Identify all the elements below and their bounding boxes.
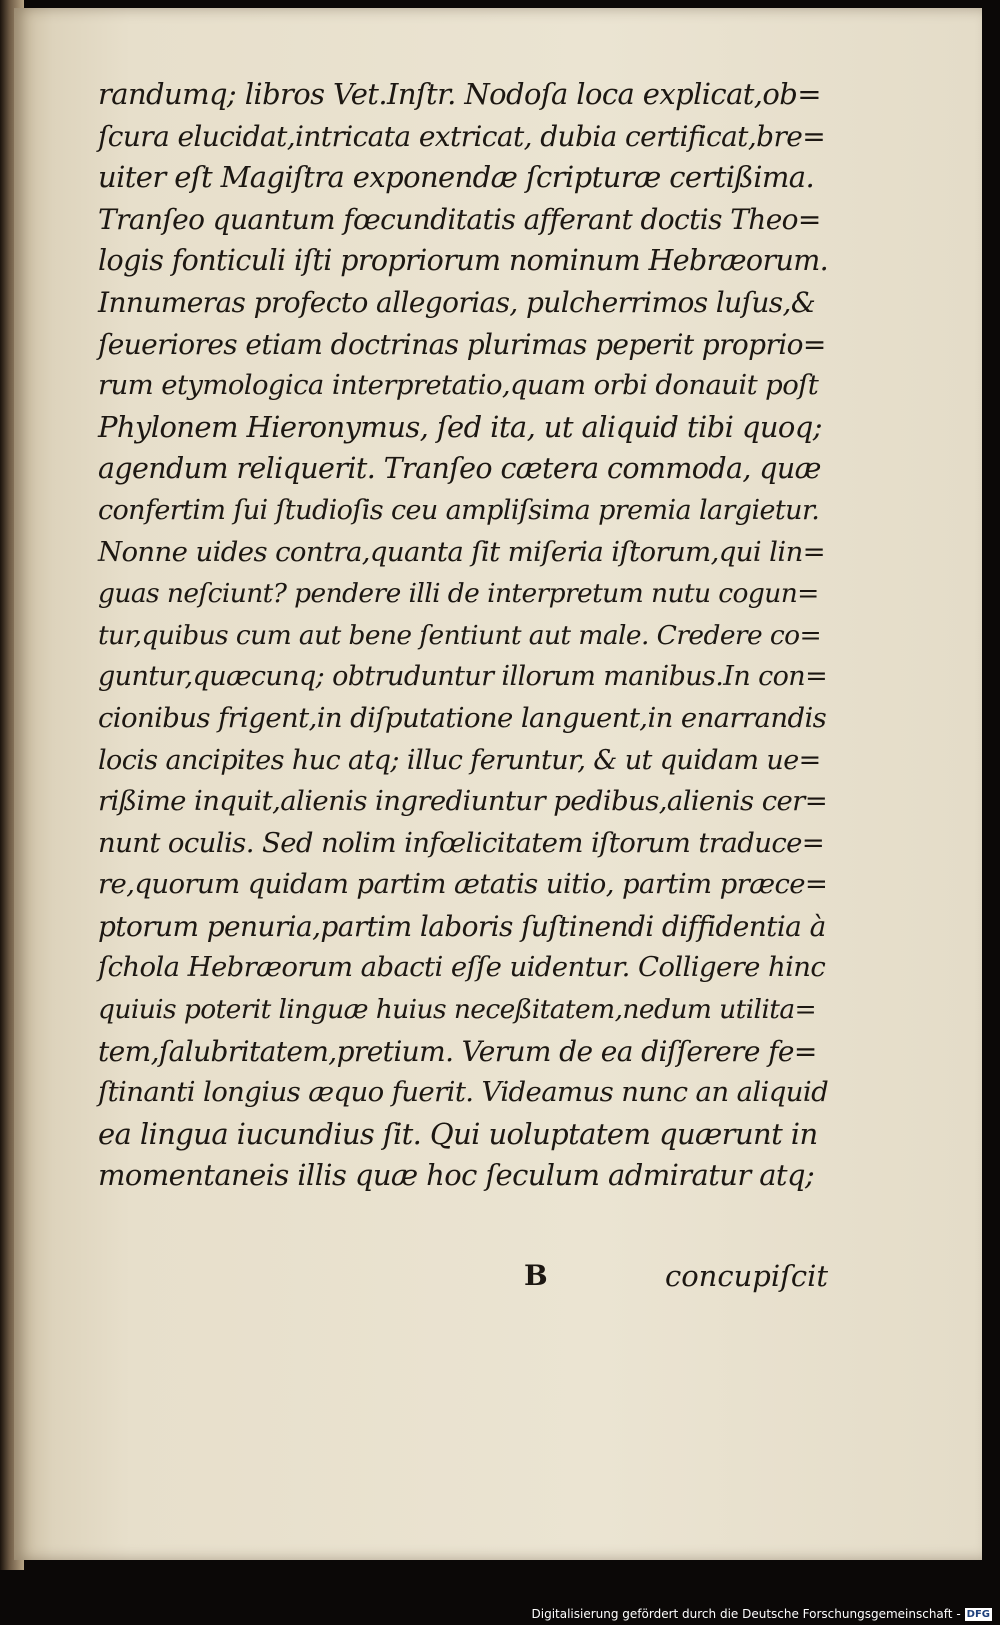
- text-line: uiter eſt Magiſtra exponendæ ſcripturæ certißima.: [98, 160, 815, 195]
- text-line: logis fonticuli iſti propriorum nominum Hebræorum.: [98, 244, 829, 278]
- text-line: guntur,quæcunq; obtruduntur illorum manibus.In con=: [98, 661, 828, 693]
- text-line: guas neſciunt? pendere illi de interpretum nutu cogun=: [98, 578, 819, 610]
- text-line: locis ancipites huc atq; illuc feruntur, & ut quidam ue=: [98, 744, 821, 776]
- text-line: Innumeras profecto allegorias, pulcherrimos luſus,&: [98, 285, 816, 319]
- text-line: nunt oculis. Sed nolim infœlicitatem iſtorum traduce=: [98, 826, 825, 859]
- text-line: rißime inquit,alienis ingrediuntur pedibus,alienis cer=: [98, 785, 828, 818]
- text-line: re,quorum quidam partim ætatis uitio, partim præce=: [98, 868, 828, 901]
- book-page: [14, 8, 982, 1560]
- text-line: ſcura elucidat,intricata extricat, dubia certificat,bre=: [98, 119, 826, 153]
- text-line: agendum reliquerit. Tranſeo cætera commoda, quæ: [98, 452, 821, 486]
- signature-mark: B: [524, 1259, 548, 1292]
- text-line: Tranſeo quantum fœcunditatis afferant doctis Theo=: [98, 202, 821, 236]
- text-line: ptorum penuria,partim laboris ſuſtinendi diffidentia à: [98, 909, 826, 943]
- text-line: ſeueriores etiam doctrinas plurimas peperit proprio=: [98, 327, 826, 361]
- text-line: quiuis poterit linguæ huius neceßitatem,nedum utilita=: [98, 994, 817, 1026]
- signature-line: [98, 1259, 828, 1301]
- text-line: tem,ſalubritatem,pretium. Verum de ea diſſerere fe=: [98, 1034, 817, 1068]
- text-line: cionibus frigent,in diſputatione languent,in enarrandis: [98, 701, 827, 734]
- text-line: ea lingua iucundius ſit. Qui uoluptatem quærunt in: [98, 1116, 818, 1151]
- text-line: momentaneis illis quæ hoc ſeculum admiratur atq;: [98, 1158, 815, 1193]
- dfg-logo: DFG: [966, 1608, 990, 1620]
- digitization-footer: [532, 1607, 993, 1621]
- text-line: randumq; libros Vet.Inſtr. Nodoſa loca explicat,ob=: [98, 77, 821, 111]
- text-line: Phylonem Hieronymus, ſed ita, ut aliquid tibi quoq;: [98, 409, 822, 444]
- text-line: confertim ſui ſtudioſis ceu ampliſsima premia largietur.: [98, 494, 820, 526]
- text-block: [98, 74, 828, 1197]
- text-line: rum etymologica interpretatio,quam orbi donauit poſt: [98, 369, 819, 402]
- text-line: ſtinanti longius æquo fuerit. Videamus nunc an aliquid: [98, 1076, 829, 1109]
- catchword: concupiſcit: [664, 1259, 828, 1293]
- text-line: tur,quibus cum aut bene ſentiunt aut male. Credere co=: [98, 619, 822, 651]
- text-line: Nonne uides contra,quanta ſit miſeria iſtorum,qui lin=: [98, 535, 826, 568]
- footer-credit: Digitalisierung gefördert durch die Deutsche Forschungsgemeinschaft -: [531, 1607, 961, 1621]
- text-line: ſchola Hebræorum abacti eſſe uidentur. Colligere hinc: [98, 951, 826, 984]
